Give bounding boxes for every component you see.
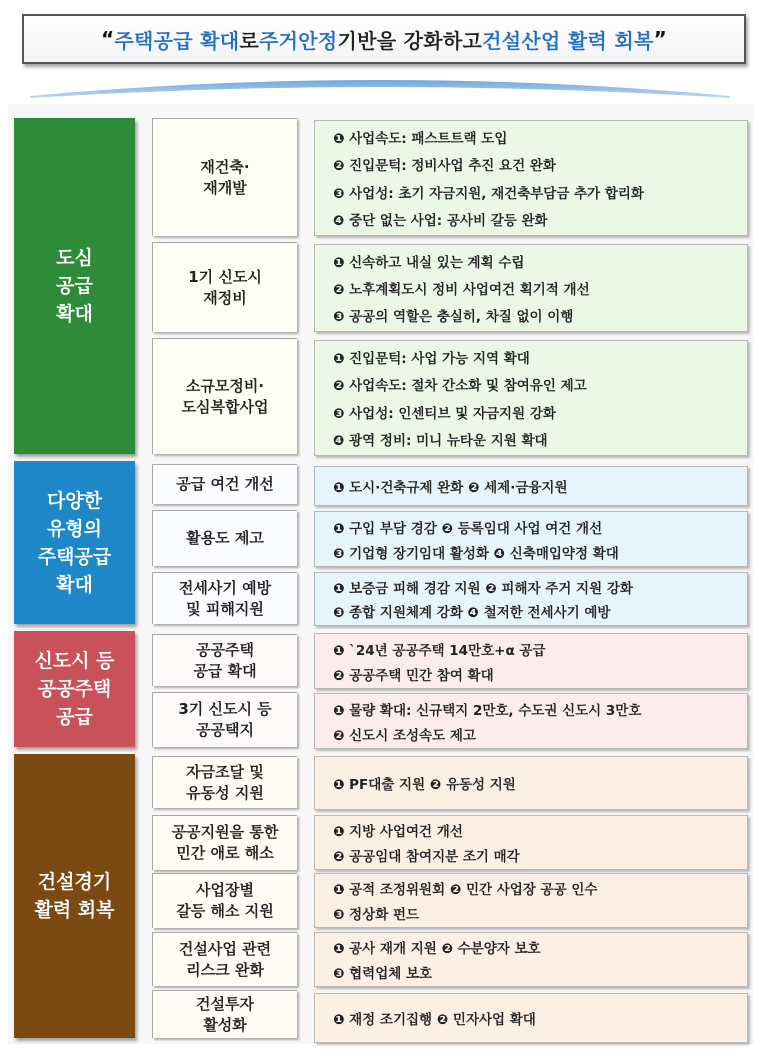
subcategory-first-new-towns: 1기 신도시 재정비: [152, 242, 297, 332]
detail-item: ❶ 신속하고 내실 있는 계획 수립: [333, 254, 525, 271]
arch-decoration: [30, 70, 730, 100]
detail-construction-investment: [314, 993, 748, 1043]
detail-item: ❶ 공사 재개 지원 ❷ 수분양자 보호: [333, 941, 541, 958]
detail-small-scale-maintenance: [314, 340, 748, 456]
subcategory-reconstruction: 재건축· 재개발: [152, 118, 297, 236]
detail-item: ❸ 공공의 역할은 충실히, 차질 없이 이행: [333, 309, 574, 326]
detail-item: ❷ 사업속도: 절차 간소화 및 참여유인 제고: [333, 378, 587, 395]
detail-item: ❸ 사업성: 인센티브 및 자금지원 강화: [333, 405, 556, 422]
detail-item: ❷ 공공주택 민간 참여 확대: [333, 667, 494, 684]
detail-supply-conditions: [314, 466, 748, 506]
detail-item: ❷ 노후계획도시 정비 사업여건 획기적 개선: [333, 281, 590, 298]
subcategory-funding-liquidity: 자금조달 및 유동성 지원: [152, 756, 297, 808]
title-part-construction-revival: 건설산업 활력 회복: [482, 28, 654, 53]
category-construction-revival: 건설경기 활력 회복: [14, 754, 135, 1038]
detail-item: ❸ 종합 지원체계 강화 ❹ 철저한 전세사기 예방: [333, 605, 611, 621]
title-part-connector-1: 로: [239, 28, 259, 53]
detail-item: ❶ 보증금 피해 경감 지원 ❷ 피해자 주거 지원 강화: [333, 581, 633, 597]
title-close-quote: ”: [653, 27, 668, 51]
detail-utilization: [314, 511, 748, 567]
subcategory-small-scale-maintenance: 소규모정비· 도심복합사업: [152, 338, 297, 454]
subcategory-utilization: 활용도 제고: [152, 510, 297, 566]
detail-item: ❶ 공적 조정위원회 ❷ 민간 사업장 공공 인수: [333, 882, 598, 899]
title-part-housing-stability: 주거안정: [259, 28, 338, 53]
detail-jeonse-fraud: [314, 572, 748, 626]
detail-item: ❶ 구입 부담 경감 ❷ 등록임대 사업 여건 개선: [333, 520, 603, 537]
detail-item: ❶ `24년 공공주택 14만호+α 공급: [333, 642, 546, 659]
detail-item: ❶ 지방 사업여건 개선: [333, 824, 463, 841]
detail-item: ❶ PF대출 지원 ❷ 유동성 지원: [333, 777, 516, 793]
detail-item: ❹ 광역 정비: 미니 뉴타운 지원 확대: [333, 433, 548, 450]
subcategory-private-difficulties: 공공지원을 통한 민간 애로 해소: [152, 815, 297, 870]
detail-site-conflict: [314, 873, 748, 928]
category-public-housing: 신도시 등 공공주택 공급: [14, 631, 135, 747]
detail-item: ❸ 협력업체 보호: [333, 965, 433, 982]
category-urban-supply: 도심 공급 확대: [14, 118, 135, 454]
subcategory-supply-conditions: 공급 여건 개선: [152, 464, 297, 504]
detail-risk-mitigation: [314, 932, 748, 987]
detail-third-new-towns: [314, 693, 748, 749]
title-part-housing-supply: 주택공급 확대: [114, 28, 240, 53]
subcategory-jeonse-fraud: 전세사기 예방 및 피해지원: [152, 572, 297, 624]
title-open-quote: “: [100, 27, 115, 51]
subcategory-risk-mitigation: 건설사업 관련 리스크 완화: [152, 932, 297, 986]
detail-item: ❶ 진입문턱: 사업 가능 지역 확대: [333, 350, 530, 367]
subcategory-public-housing-supply: 공공주택 공급 확대: [152, 634, 297, 686]
subcategory-third-new-towns: 3기 신도시 등 공공택지: [152, 692, 297, 747]
detail-item: ❷ 신도시 조성속도 제고: [333, 727, 476, 744]
title-banner: [22, 14, 746, 64]
detail-private-difficulties: [314, 815, 748, 870]
detail-item: ❶ 물량 확대: 신규택지 2만호, 수도권 신도시 3만호: [333, 702, 642, 719]
title-part-connector-2: 기반을 강화하고: [337, 28, 483, 53]
detail-reconstruction: [314, 120, 748, 236]
category-diverse-housing: 다양한 유형의 주택공급 확대: [14, 461, 135, 624]
detail-item: ❸ 사업성: 초기 자금지원, 재건축부담금 추가 합리화: [333, 185, 644, 202]
detail-item: ❹ 중단 없는 사업: 공사비 갈등 완화: [333, 213, 548, 230]
detail-item: ❷ 진입문턱: 정비사업 추진 요건 완화: [333, 158, 556, 175]
detail-item: ❶ 사업속도: 패스트트랙 도입: [333, 130, 508, 147]
detail-funding-liquidity: [314, 756, 748, 810]
detail-item: ❶ 도시·건축규제 완화 ❷ 세제·금융지원: [333, 480, 568, 496]
detail-item: ❶ 재정 조기집행 ❷ 민자사업 확대: [333, 1012, 536, 1028]
detail-item: ❸ 기업형 장기임대 활성화 ❹ 신축매입약정 확대: [333, 545, 619, 562]
subcategory-construction-investment: 건설투자 활성화: [152, 990, 297, 1038]
subcategory-site-conflict: 사업장별 갈등 해소 지원: [152, 873, 297, 928]
detail-first-new-towns: [314, 244, 748, 332]
detail-item: ❷ 공공임대 참여지분 조기 매각: [333, 848, 520, 865]
detail-public-housing-supply: [314, 633, 748, 689]
detail-item: ❸ 정상화 펀드: [333, 906, 420, 923]
